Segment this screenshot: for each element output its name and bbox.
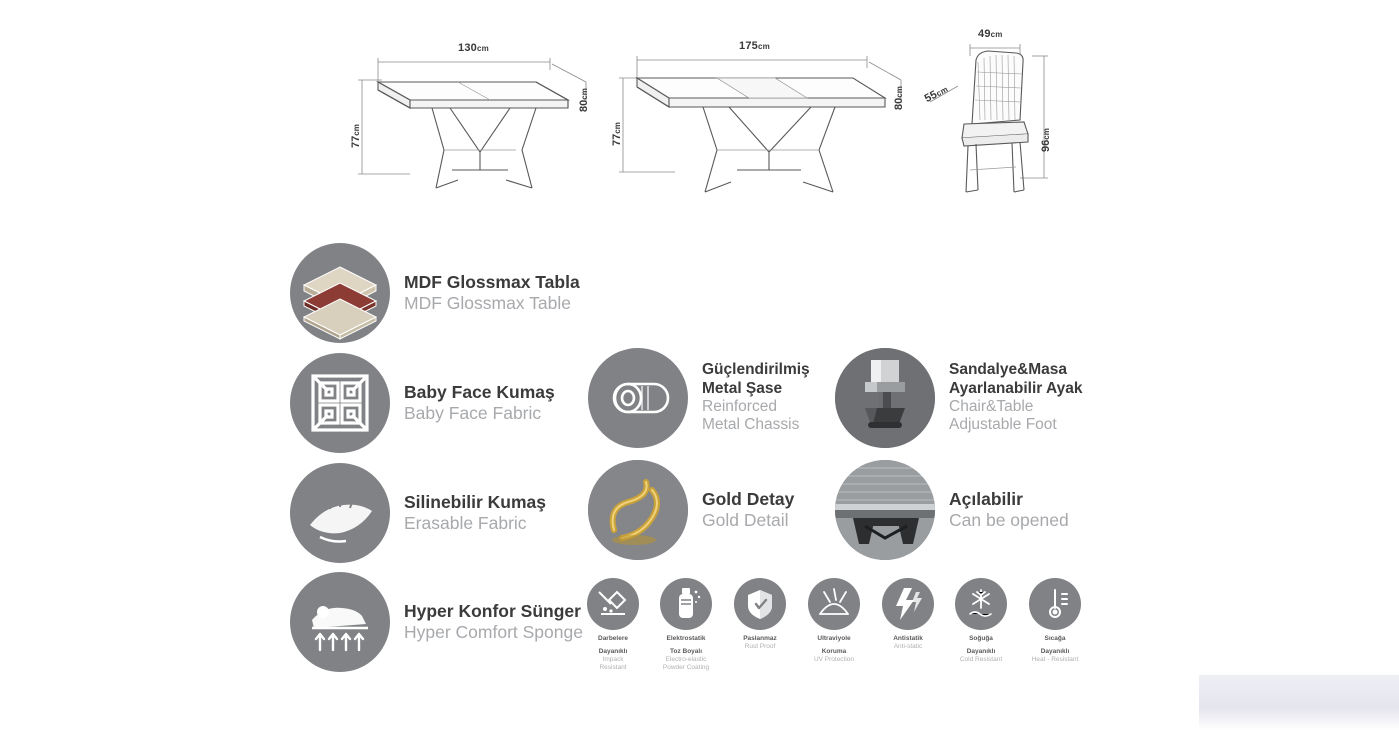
feature-gold-detail-subtitle: Gold Detail bbox=[702, 510, 789, 530]
feature-baby-face-fabric bbox=[290, 353, 555, 453]
feature-reinforced-metal-chassis bbox=[588, 348, 810, 448]
badge-powder-coating-title-2: Toz Boyalı bbox=[669, 648, 703, 656]
feature-hyper-comfort-sponge-subtitle: Hyper Comfort Sponge bbox=[404, 622, 583, 642]
feature-reinforced-metal-chassis-subtitle-2: Metal Chassis bbox=[702, 416, 800, 434]
badge-powder-coating-title-1: Elektrostatik bbox=[666, 635, 706, 642]
badge-cold-resistant bbox=[955, 578, 1007, 664]
badge-rust-proof-title-1: Paslanmaz bbox=[743, 635, 777, 642]
badge-impact-resistant-title-1: Darbelere bbox=[598, 635, 628, 642]
feature-erasable-fabric-title: Silinebilir Kumaş bbox=[404, 492, 546, 513]
badge-heat-resistant-title-2: Dayanıklı bbox=[1040, 648, 1070, 656]
badge-anti-static-sub-1: Anti-static bbox=[893, 643, 923, 651]
extendable-mechanism-icon bbox=[835, 460, 935, 560]
badge-impact-resistant bbox=[587, 578, 639, 673]
technical-drawings-row bbox=[0, 20, 1399, 210]
feature-can-be-opened bbox=[835, 460, 1069, 560]
badge-impact-resistant-sub-1: Impack bbox=[602, 656, 624, 664]
chair-width-label bbox=[978, 28, 1003, 40]
badge-cold-resistant-sub-1: Cold Resistant bbox=[959, 656, 1003, 664]
feature-adjustable-foot-subtitle-1: Chair&Table bbox=[949, 398, 1034, 415]
badge-rust-proof-sub-1: Rust Proof bbox=[744, 643, 776, 651]
feature-baby-face-fabric-subtitle: Baby Face Fabric bbox=[404, 403, 542, 423]
feature-mdf-glossmax bbox=[290, 243, 580, 343]
feature-can-be-opened-title: Açılabilir bbox=[949, 489, 1023, 510]
badge-uv-protection bbox=[808, 578, 860, 664]
table-small-width-label bbox=[458, 42, 489, 54]
badge-impact-resistant-title-2: Dayanıklı bbox=[598, 648, 628, 656]
table-large-width-label bbox=[739, 40, 770, 52]
chair-depth-value: 55 bbox=[922, 88, 940, 106]
feature-mdf-glossmax-subtitle: MDF Glossmax Table bbox=[404, 293, 571, 313]
metal-tube-icon bbox=[588, 348, 688, 448]
heat-resistant-icon bbox=[1029, 578, 1081, 630]
table-small-depth-value: 80 bbox=[578, 99, 590, 112]
badge-powder-coating bbox=[660, 578, 712, 673]
table-small-width-value: 130 bbox=[458, 42, 477, 54]
feature-erasable-fabric-text bbox=[404, 492, 546, 533]
chair-svg bbox=[920, 20, 1090, 210]
badge-uv-protection-title-2: Koruma bbox=[821, 648, 847, 656]
feature-erasable-fabric bbox=[290, 463, 546, 563]
feature-gold-detail-text bbox=[702, 489, 794, 530]
chair-width-unit: cm bbox=[990, 30, 1003, 39]
badge-heat-resistant-title-1: Sıcağa bbox=[1044, 635, 1066, 642]
feature-reinforced-metal-chassis-title-2: Metal Şase bbox=[702, 379, 783, 397]
page-edge-artifact bbox=[1199, 675, 1399, 730]
feature-adjustable-foot-title-1: Sandalye&Masa bbox=[949, 361, 1068, 379]
badge-uv-protection-sub-1: UV Protection bbox=[813, 656, 855, 664]
woven-fabric-icon bbox=[290, 353, 390, 453]
cold-resistant-icon bbox=[955, 578, 1007, 630]
feature-gold-detail bbox=[588, 460, 794, 560]
table-small-drawing bbox=[340, 20, 600, 210]
uv-protection-icon bbox=[808, 578, 860, 630]
badge-anti-static-title-1: Antistatik bbox=[893, 635, 923, 642]
badge-cold-resistant-title-1: Soğuğa bbox=[969, 635, 993, 642]
feature-baby-face-fabric-text bbox=[404, 382, 555, 423]
badge-heat-resistant-sub-1: Heat - Resistant bbox=[1031, 656, 1079, 664]
feature-reinforced-metal-chassis-subtitle-1: Reinforced bbox=[702, 398, 777, 415]
badge-powder-coating-sub-1: Electro-elastic bbox=[665, 656, 707, 664]
feature-hyper-comfort-sponge-text bbox=[404, 601, 583, 642]
feature-adjustable-foot-title-2: Ayarlanabilir Ayak bbox=[949, 379, 1083, 397]
badge-heat-resistant bbox=[1029, 578, 1081, 664]
badge-cold-resistant-title-2: Dayanıklı bbox=[966, 648, 996, 656]
chair-height-label bbox=[1040, 128, 1052, 152]
table-large-depth-value: 80 bbox=[893, 97, 905, 110]
wipe-hand-icon bbox=[290, 463, 390, 563]
rust-proof-icon bbox=[734, 578, 786, 630]
table-small-height-unit: cm bbox=[352, 124, 361, 136]
table-small-depth-label bbox=[578, 88, 590, 112]
table-small-height-value: 77 bbox=[350, 135, 362, 148]
feature-can-be-opened-text bbox=[949, 489, 1069, 530]
feature-adjustable-foot-subtitle-2: Adjustable Foot bbox=[949, 416, 1057, 434]
feature-adjustable-foot bbox=[835, 348, 1083, 448]
table-large-width-value: 175 bbox=[739, 40, 758, 52]
table-large-height-label bbox=[611, 122, 623, 146]
feature-adjustable-foot-text bbox=[949, 361, 1083, 434]
gold-ribbon-icon bbox=[588, 460, 688, 560]
feature-gold-detail-title: Gold Detay bbox=[702, 489, 795, 510]
badge-uv-protection-title-1: Ultraviyole bbox=[817, 635, 851, 642]
adjustable-foot-icon bbox=[835, 348, 935, 448]
table-small-depth-unit: cm bbox=[580, 88, 589, 100]
feature-reinforced-metal-chassis-text bbox=[702, 361, 810, 434]
table-large-depth-unit: cm bbox=[895, 86, 904, 98]
table-large-drawing bbox=[605, 20, 915, 210]
table-large-depth-label bbox=[893, 86, 905, 110]
chair-drawing bbox=[920, 20, 1090, 210]
sponge-comfort-icon bbox=[290, 572, 390, 672]
layered-board-icon bbox=[290, 243, 390, 343]
chair-width-value: 49 bbox=[978, 28, 991, 40]
table-large-height-unit: cm bbox=[613, 122, 622, 134]
feature-erasable-fabric-subtitle: Erasable Fabric bbox=[404, 513, 527, 533]
feature-mdf-glossmax-text bbox=[404, 272, 580, 313]
chair-depth-unit: cm bbox=[934, 84, 950, 99]
chair-height-value: 96 bbox=[1040, 139, 1052, 152]
table-small-width-unit: cm bbox=[476, 44, 489, 53]
table-large-height-value: 77 bbox=[611, 133, 623, 146]
table-large-width-unit: cm bbox=[757, 42, 770, 51]
powder-coating-icon bbox=[660, 578, 712, 630]
badge-powder-coating-sub-2: Powder Coating bbox=[662, 664, 710, 672]
feature-baby-face-fabric-title: Baby Face Kumaş bbox=[404, 382, 555, 403]
chair-height-unit: cm bbox=[1042, 128, 1051, 140]
badge-anti-static bbox=[882, 578, 934, 651]
badge-rust-proof bbox=[734, 578, 786, 651]
table-small-height-label bbox=[350, 124, 362, 148]
anti-static-icon bbox=[882, 578, 934, 630]
impact-resistant-icon bbox=[587, 578, 639, 630]
feature-mdf-glossmax-title: MDF Glossmax Tabla bbox=[404, 272, 580, 293]
feature-hyper-comfort-sponge-title: Hyper Konfor Sünger bbox=[404, 601, 581, 622]
feature-can-be-opened-subtitle: Can be opened bbox=[949, 510, 1069, 530]
badge-impact-resistant-sub-2: Resistant bbox=[599, 664, 627, 672]
feature-hyper-comfort-sponge bbox=[290, 572, 583, 672]
feature-reinforced-metal-chassis-title-1: Güçlendirilmiş bbox=[702, 361, 810, 379]
